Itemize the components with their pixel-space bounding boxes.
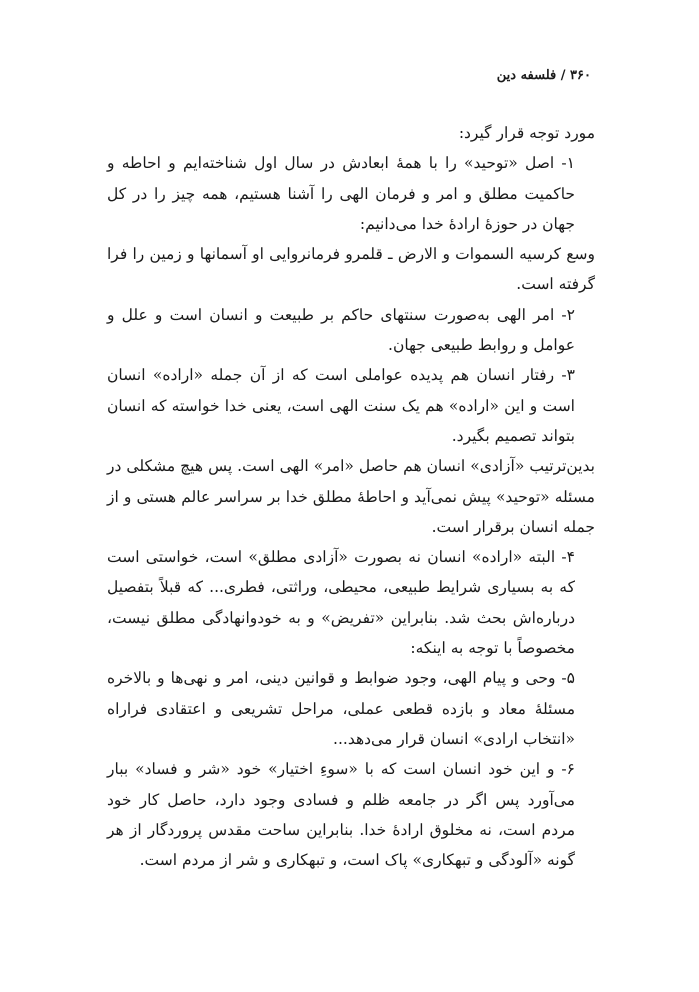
paragraph-point-4: ۴- البته «اراده» انسان نه بصورت «آزادی مطلق» است، خواستی است که به بسیاری شرایط طبیعی، محیطی، وراثتی، فطری... که قبلاً بتفصیل درباره‌اش بحث شد. بنابراین «تفریض» و به خودوانهادگی مطلق نیست، مخصوصاً با توجه به اینکه: (107, 548, 575, 658)
paragraph-quran-quote: وسع کرسیه السموات و الارض ـ قلمرو فرمانروایی او آسمانها و زمین را فرا گرفته است. (107, 245, 595, 294)
paragraph-point-3: ۳- رفتار انسان هم پدیده عواملی است که از آن جمله «اراده» انسان است و این «اراده» هم یک سنت الهی است، یعنی خدا خواسته که انسان بتواند تصمیم بگیرد. (107, 366, 575, 445)
paragraph-conclusion: بدین‌ترتیب «آزادی» انسان هم حاصل «امر» الهی است. پس هیچ مشکلی در مسئله «توحید» پیش نمی‌آید و احاطهٔ مطلق خدا بر سراسر عالم هستی و از جمله انسان برقرار است. (107, 457, 595, 536)
paragraph-point-1: ۱- اصل «توحید» را با همهٔ ابعادش در سال اول شناخته‌ایم و احاطه و حاکمیت مطلق و امر و فرمان الهی را آشنا هستیم، همه چیز را در کل جهان در حوزهٔ ارادهٔ خدا می‌دانیم: (107, 154, 575, 233)
paragraph-point-6: ۶- و این خود انسان است که با «سوءِ اختیار» خود «شر و فساد» ببار می‌آورد پس اگر در جامعه ظلم و فسادی وجود دارد، حاصل کار خود مردم است، نه مخلوق ارادهٔ خدا. بنابراین ساحت مقدس پروردگار از هر گونه «آلودگی و تبهکاری» پاک است، و تبهکاری و شر از مردم است. (107, 760, 575, 870)
paragraph-point-5: ۵- وحی و پیام الهی، وجود ضوابط و قوانین دینی، امر و نهی‌ها و بالاخره مسئلهٔ معاد و بازده قطعی عملی، مراحل تشریعی و اعتقادی فراراه «انتخاب ارادی» انسان قرار می‌دهد... (107, 669, 575, 748)
paragraph-point-2: ۲- امر الهی به‌صورت سنتهای حاکم بر طبیعت و انسان است و علل و عوامل و روابط طبیعی جهان. (107, 305, 575, 355)
paragraph-intro: مورد توجه قرار گیرد: (458, 124, 595, 142)
body-text (107, 118, 595, 875)
running-head: ۳۶۰ / فلسفه دین (496, 68, 591, 83)
